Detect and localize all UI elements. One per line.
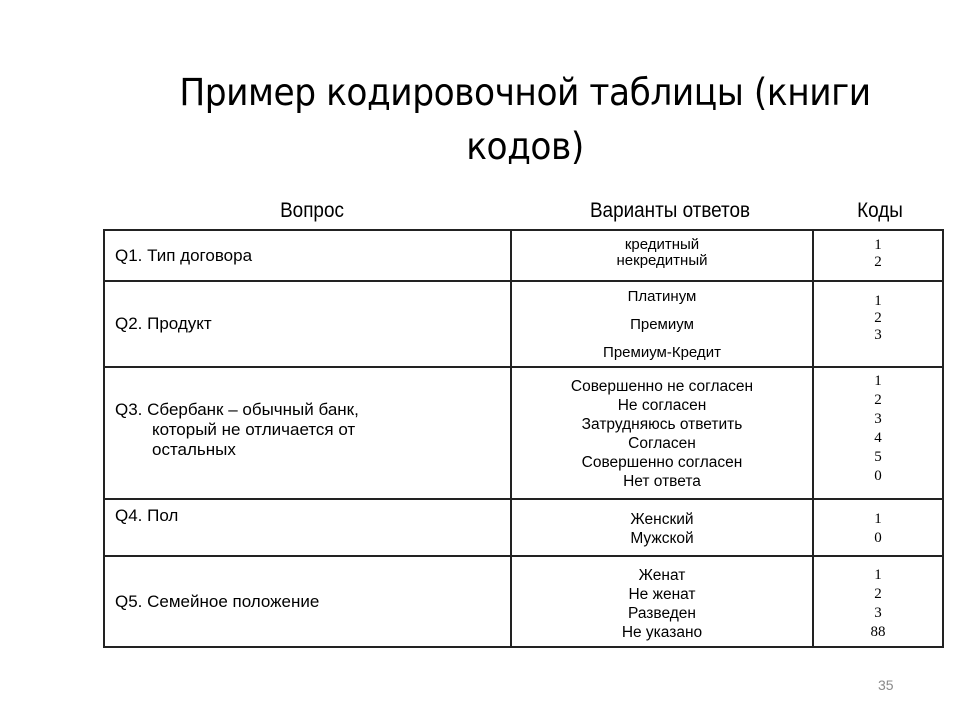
table-row-q1 [105,231,942,282]
codes-cell [814,231,942,280]
question-cell [105,231,512,280]
question-text: Q2. Продукт [115,314,212,333]
code-value: 0 [874,530,882,546]
answer-option: Совершенно согласен [581,454,743,471]
question-text-continued: который не отличается от [152,420,356,439]
code-value: 1 [874,293,882,309]
code-value: 1 [874,511,882,527]
header-answers: Варианты ответов [589,199,751,222]
table-row-q2 [105,282,942,368]
answer-option: кредитный [624,236,700,253]
slide-title [130,66,921,174]
answer-option: Совершенно не согласен [570,378,754,395]
answer-option: Согласен [628,435,696,452]
answer-option: Не указано [621,624,703,641]
answers-cell [512,282,814,366]
code-value: 3 [874,411,882,427]
answer-option: Не женат [628,586,696,603]
answer-option: Разведен [628,605,696,622]
answer-option: Женат [638,567,686,584]
question-cell [105,368,512,498]
answers-cell [512,231,814,280]
question-text: Q3. Сбербанк – обычный банк, [115,400,359,419]
answer-option: Премиум-Кредит [603,344,721,361]
slide-title-line-1: Пример кодировочной таблицы (книги [179,71,871,114]
code-value: 88 [870,624,886,640]
code-value: 2 [874,392,882,408]
answers-cell [512,500,814,555]
answer-option: некредитный [616,252,708,269]
page-number: 35 [878,677,894,693]
codebook-table [103,229,944,648]
table-row-q4 [105,500,942,557]
answer-option: Затрудняюсь ответить [581,416,743,433]
code-value: 4 [874,430,882,446]
question-cell [105,282,512,366]
question-text: Q5. Семейное положение [115,591,320,611]
answers-cell [512,368,814,498]
code-value: 1 [874,237,882,253]
answer-option: Платинум [627,288,697,305]
code-value: 2 [874,254,882,270]
answer-option: Нет ответа [623,473,701,490]
code-value: 1 [874,373,882,389]
table-row-q5 [105,557,942,646]
code-value: 3 [874,605,882,621]
code-value: 3 [874,327,882,343]
codes-cell [814,557,942,646]
answer-option: Женский [630,511,694,528]
answer-option: Мужской [630,530,694,547]
code-value: 1 [874,567,882,583]
question-text-continued: остальных [152,440,236,459]
codes-cell [814,500,942,555]
answer-option: Премиум [630,316,694,333]
question-text: Q1. Тип договора [115,245,253,265]
question-cell [105,500,512,555]
header-codes: Коды [857,199,903,222]
question-cell [105,557,512,646]
code-value: 2 [874,586,882,602]
table-row-q3 [105,368,942,500]
code-value: 2 [874,310,882,326]
header-question: Вопрос [280,199,344,222]
code-value: 0 [874,468,882,484]
question-text: Q4. Пол [115,506,179,525]
slide-title-line-2: кодов) [466,125,584,168]
codes-cell [814,368,942,498]
answer-option: Не согласен [617,397,707,414]
code-value: 5 [874,449,882,465]
answers-cell [512,557,814,646]
codes-cell [814,282,942,366]
